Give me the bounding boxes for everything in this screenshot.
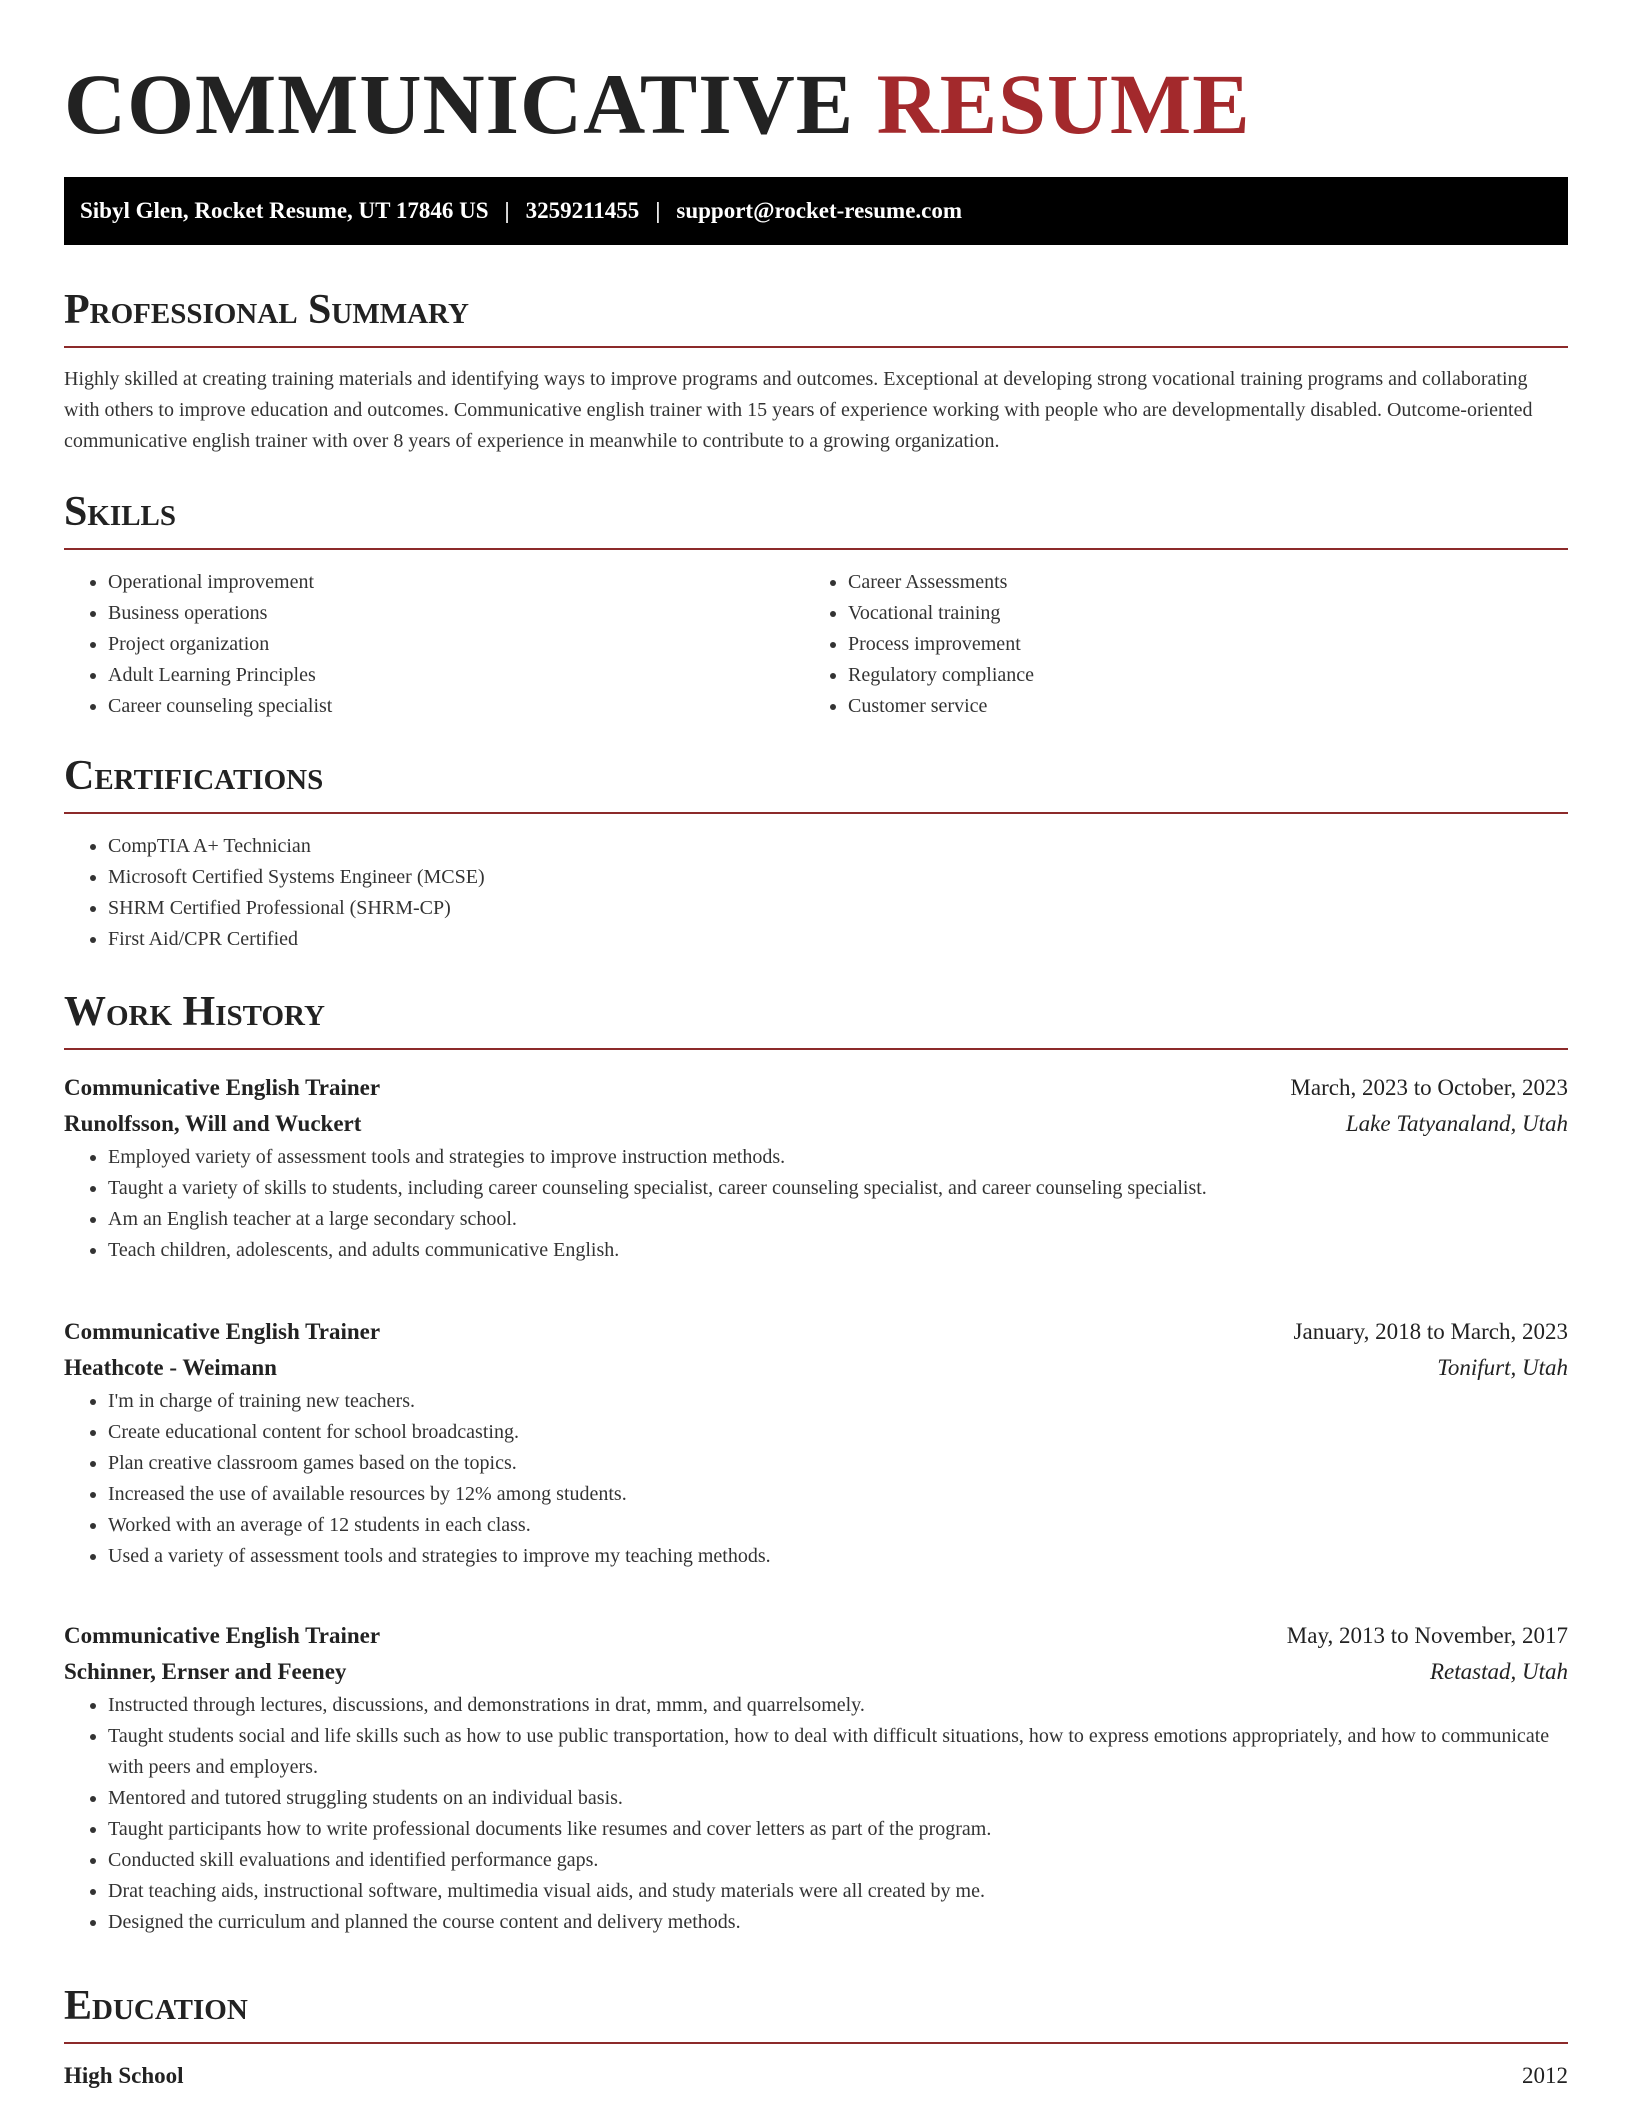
job-dates: May, 2013 to November, 2017	[1286, 1623, 1568, 1648]
list-item: • Teach children, adolescents, and adults communicative English.	[108, 1235, 1568, 1266]
job-location: Retastad, Utah	[1430, 1659, 1568, 1684]
list-item: • Drat teaching aids, instructional software, multimedia visual aids, and study materials were all created by me.	[108, 1876, 1568, 1907]
skills-list-right	[804, 567, 1544, 722]
contact-email[interactable]: support@rocket-resume.com	[676, 198, 963, 223]
section-divider	[64, 346, 1568, 348]
list-item: • Taught students social and life skills such as how to use public transportation, how to deal with difficult situations, how to express emotions appropriately, and how to communicate with peers and employers.	[108, 1721, 1568, 1783]
job-entry	[64, 1314, 1568, 1572]
list-item: • Business operations	[108, 598, 804, 629]
list-item: • Increased the use of available resources by 12% among students.	[108, 1479, 1568, 1510]
contact-phone[interactable]: 3259211455	[525, 198, 640, 223]
list-item: • Customer service	[848, 691, 1544, 722]
summary-section	[64, 284, 1568, 457]
section-divider	[64, 812, 1568, 814]
list-item: • First Aid/CPR Certified	[108, 924, 1568, 955]
list-item: • Create educational content for school broadcasting.	[108, 1417, 1568, 1448]
list-item: • Project organization	[108, 629, 804, 660]
summary-heading: Professional Summary	[64, 287, 469, 333]
list-item: • Operational improvement	[108, 567, 804, 598]
job-subheader	[64, 1106, 1568, 1142]
education-heading: Education	[64, 1983, 248, 2029]
skills-list-left	[64, 567, 804, 722]
job-dates: March, 2023 to October, 2023	[1290, 1075, 1568, 1100]
list-item: • Process improvement	[848, 629, 1544, 660]
skills-column-right	[804, 567, 1544, 722]
list-item: • I'm in charge of training new teachers.	[108, 1386, 1568, 1417]
list-item: • Employed variety of assessment tools and strategies to improve instruction methods.	[108, 1142, 1568, 1173]
list-item: • Designed the curriculum and planned the course content and delivery methods.	[108, 1907, 1568, 1938]
summary-text: Highly skilled at creating training materials and identifying ways to improve programs and outcomes. Exceptional at developing strong vocational training programs and collaborating with others to improve education and outcomes. Communicative english trainer with 15 years of experience working with people who are developmentally disabled. Outcome-oriented communicative english trainer with over 8 years of experience in meanwhile to contribute to a growing organization.	[64, 368, 1533, 452]
job-subheader	[64, 1350, 1568, 1386]
job-location: Lake Tatyanaland, Utah	[1345, 1111, 1568, 1136]
job-dates: January, 2018 to March, 2023	[1293, 1319, 1568, 1344]
education-year: 2012	[1522, 2063, 1568, 2088]
education-entry	[64, 2058, 1568, 2094]
list-item: • Plan creative classroom games based on the topics.	[108, 1448, 1568, 1479]
list-item: • Adult Learning Principles	[108, 660, 804, 691]
list-item: • Used a variety of assessment tools and strategies to improve my teaching methods.	[108, 1541, 1568, 1572]
contact-separator: |	[655, 198, 661, 223]
work-history-section	[64, 986, 1568, 1050]
title-main: COMMUNICATIVE	[64, 56, 855, 152]
skills-section	[64, 486, 1568, 722]
list-item: • Mentored and tutored struggling students on an individual basis.	[108, 1783, 1568, 1814]
contact-address: Sibyl Glen, Rocket Resume, UT 17846 US	[80, 198, 489, 223]
resume-page	[64, 0, 1568, 2088]
list-item: • Am an English teacher at a large secondary school.	[108, 1204, 1568, 1235]
skills-heading: Skills	[64, 489, 177, 535]
education-section	[64, 1980, 1568, 2094]
job-title: Communicative English Trainer	[64, 1075, 381, 1100]
work-history-heading: Work History	[64, 989, 325, 1035]
list-item: • Vocational training	[848, 598, 1544, 629]
list-item: • Worked with an average of 12 students in each class.	[108, 1510, 1568, 1541]
section-divider	[64, 2042, 1568, 2044]
job-bullets	[64, 1690, 1568, 1938]
job-header	[64, 1618, 1568, 1654]
job-bullets	[64, 1386, 1568, 1572]
job-header	[64, 1314, 1568, 1350]
list-item: • Instructed through lectures, discussions, and demonstrations in drat, mmm, and quarrelsomely.	[108, 1690, 1568, 1721]
list-item: • Microsoft Certified Systems Engineer (MCSE)	[108, 862, 1568, 893]
list-item: • Career counseling specialist	[108, 691, 804, 722]
job-entry	[64, 1618, 1568, 1938]
job-company: Schinner, Ernser and Feeney	[64, 1659, 347, 1684]
title-accent: RESUME	[876, 56, 1251, 152]
contact-bar	[64, 177, 1568, 245]
certifications-list	[64, 831, 1568, 955]
skills-grid	[64, 567, 1568, 722]
job-company: Runolfsson, Will and Wuckert	[64, 1111, 362, 1136]
list-item: • Taught participants how to write professional documents like resumes and cover letters as part of the program.	[108, 1814, 1568, 1845]
skills-column-left	[64, 567, 804, 722]
list-item: • Regulatory compliance	[848, 660, 1544, 691]
section-divider	[64, 548, 1568, 550]
list-item: • Taught a variety of skills to students, including career counseling specialist, career counseling specialist, and career counseling specialist.	[108, 1173, 1568, 1204]
job-company: Heathcote - Weimann	[64, 1355, 277, 1380]
certifications-section	[64, 750, 1568, 955]
job-location: Tonifurt, Utah	[1437, 1355, 1568, 1380]
certifications-heading: Certifications	[64, 753, 324, 799]
contact-separator: |	[504, 198, 510, 223]
list-item: • CompTIA A+ Technician	[108, 831, 1568, 862]
resume-title	[64, 0, 1568, 152]
list-item: • Conducted skill evaluations and identified performance gaps.	[108, 1845, 1568, 1876]
job-bullets	[64, 1142, 1568, 1266]
section-divider	[64, 1048, 1568, 1050]
job-title: Communicative English Trainer	[64, 1623, 381, 1648]
job-header	[64, 1070, 1568, 1106]
job-entry	[64, 1070, 1568, 1266]
job-title: Communicative English Trainer	[64, 1319, 381, 1344]
list-item: • Career Assessments	[848, 567, 1544, 598]
education-degree: High School	[64, 2063, 184, 2088]
job-subheader	[64, 1654, 1568, 1690]
list-item: • SHRM Certified Professional (SHRM-CP)	[108, 893, 1568, 924]
